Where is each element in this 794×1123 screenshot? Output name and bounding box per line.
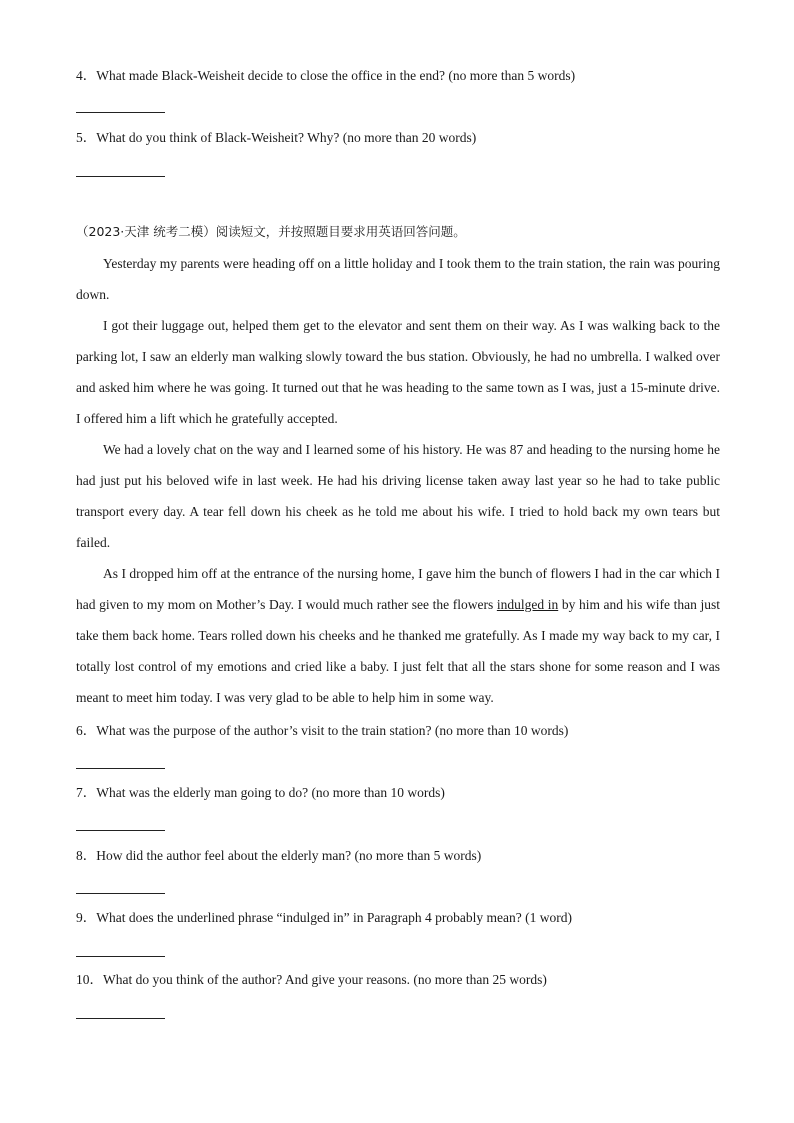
answer-blank-10[interactable] xyxy=(76,1018,165,1019)
question-4 xyxy=(76,67,575,85)
answer-blank-4[interactable] xyxy=(76,112,165,113)
question-number: 10． xyxy=(76,972,103,987)
question-number: 4． xyxy=(76,68,97,83)
question-6 xyxy=(76,722,568,740)
answer-blank-9[interactable] xyxy=(76,956,165,957)
passage-text: by him and his wife than just take them back home. Tears rolled down his cheeks and he thanked me gratefully. As I made my way back to my car, I totally lost control of my emotions and cried like a baby. I just felt that all the stars shone for some reason and I was meant to meet him today. I was very glad to be able to help him in some way. xyxy=(76,597,720,705)
question-text: What made Black-Weisheit decide to close the office in the end? (no more than 5 words) xyxy=(96,68,576,83)
answer-blank-5[interactable] xyxy=(76,176,165,177)
question-number: 9． xyxy=(76,910,97,925)
question-text: What do you think of the author? And give your reasons. (no more than 25 words) xyxy=(103,972,547,987)
underlined-phrase: indulged in xyxy=(496,597,559,612)
question-10 xyxy=(76,971,547,989)
passage-paragraph-4 xyxy=(76,558,720,713)
answer-blank-8[interactable] xyxy=(76,893,165,894)
passage-paragraph-3: We had a lovely chat on the way and I learned some of his history. He was 87 and heading to the nursing home he had just put his beloved wife in last week. He had his driving license taken away last year so he had to take public transport every day. A tear fell down his cheek as he told me about his wife. I tried to hold back my own tears but failed. xyxy=(76,442,720,550)
question-number: 6． xyxy=(76,723,97,738)
question-text: What was the purpose of the author’s visit to the train station? (no more than 10 words) xyxy=(96,723,569,738)
question-8 xyxy=(76,847,481,865)
passage-paragraph-1: Yesterday my parents were heading off on a little holiday and I took them to the train station, the rain was pouring down. xyxy=(76,256,720,302)
question-5 xyxy=(76,129,476,147)
passage-paragraph-2: I got their luggage out, helped them get to the elevator and sent them on their way. As I was walking back to the parking lot, I saw an elderly man walking slowly toward the bus station. Obviously, he had no umbrella. I walked over and asked him where he was going. It turned out that he was heading to the same town as I was, just a 15-minute drive. I offered him a lift which he gratefully accepted. xyxy=(76,318,720,426)
question-number: 8． xyxy=(76,848,97,863)
question-number: 5． xyxy=(76,130,97,145)
question-number: 7． xyxy=(76,785,97,800)
question-text: How did the author feel about the elderly man? (no more than 5 words) xyxy=(96,848,482,863)
answer-blank-7[interactable] xyxy=(76,830,165,831)
reading-passage xyxy=(76,248,720,713)
question-text: What was the elderly man going to do? (no more than 10 words) xyxy=(96,785,445,800)
question-text: What does the underlined phrase “indulged in” in Paragraph 4 probably mean? (1 word) xyxy=(96,910,572,925)
answer-blank-6[interactable] xyxy=(76,768,165,769)
question-9 xyxy=(76,909,572,927)
source-header: （2023·天津 统考二模）阅读短文，并按照题目要求用英语回答问题。 xyxy=(76,224,466,239)
passage-text: As I dropped him off at the entrance of the nursing home, I gave him the bunch of flowers I had in the car which I had given to my mom on Mother’s Day. I would much rather see the flowers xyxy=(76,566,720,612)
question-text: What do you think of Black-Weisheit? Why? (no more than 20 words) xyxy=(96,130,477,145)
question-7 xyxy=(76,784,445,802)
